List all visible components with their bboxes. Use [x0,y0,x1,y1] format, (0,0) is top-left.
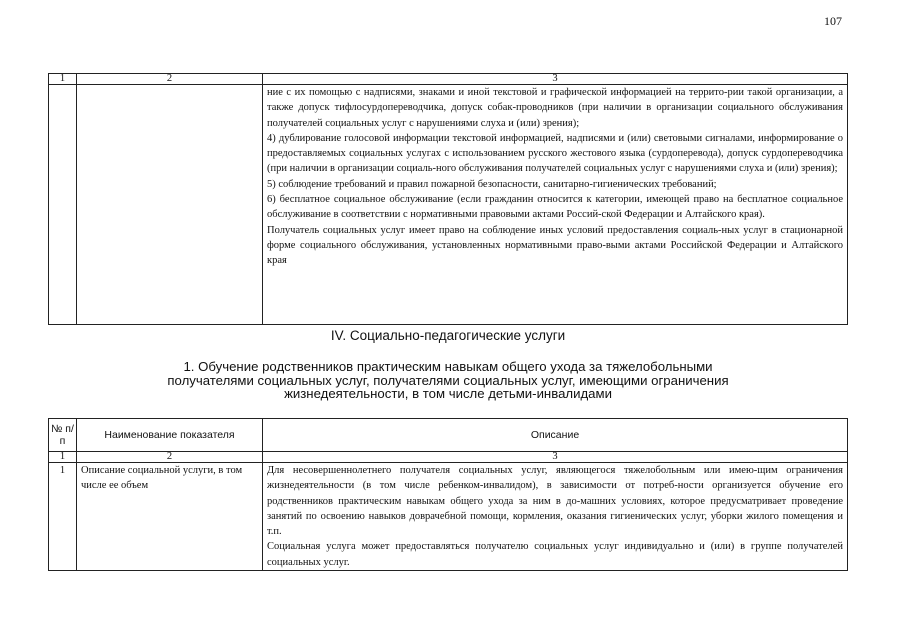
column-header-row [49,419,848,452]
subsection-title [48,360,848,401]
description-paragraph: ние с их помощью с надписями, знаками и иной текстовой и графической информацией на террито-рии такой организации, а также допуск тифлосурдопереводчика, допуск собак-проводников (при наличии в организации социального обслуживания получателей социальных услуг с нарушениями слуха и (или) зрения); [267,87,843,129]
column-header-name: Наименование показателя [77,419,263,452]
description-paragraph: 6) бесплатное социальное обслуживание (если гражданин относится к категории, имеющей право на бесплатное социальное обслуживание в соответствии с нормативными правовыми актами Россий-ской Федерации и Алтайского края). [267,194,843,221]
table-row [49,463,848,571]
description-paragraph: 4) дублирование голосовой информации текстовой информацией, надписями и (или) световыми сигналами, информирование о предоставляемых социальных услугах с использованием русского жестового языка (сурдоперевода), допуск сурдопереводчика (при наличии в организации социаль-ного обслуживания получателей социальных услуг с нарушениями слуха и (или) зрения); [267,132,843,175]
description-paragraph: Социальная услуга может предоставляться получателю социальных услуг индивидуально и (или) в группе получателей социальных услуг. [267,541,843,568]
column-number-row [49,452,848,463]
column-number: 1 [49,452,77,463]
subsection-title-line: 1. Обучение родственников практическим навыкам общего ухода за тяжелобольными [183,359,713,374]
description-cell [263,85,848,325]
service-table [48,418,848,571]
row-number-cell [49,85,77,325]
column-number: 2 [77,452,263,463]
row-number-cell: 1 [49,463,77,571]
description-paragraph: Получатель социальных услуг имеет право на соблюдение иных условий предоставления социаль-ных услуг в стационарной форме социального обслуживания, установленных нормативными право-выми актами Российской Федерации и Алтайского края [267,224,843,267]
column-number: 1 [49,74,77,85]
subsection-title-line: жизнедеятельности, в том числе детьми-инвалидами [284,386,612,402]
description-paragraph: Для несовершеннолетнего получателя социальных услуг, являющегося тяжелобольным или имею-щим ограничения жизнедеятельности (в том числе ребенком-инвалидом), в зависимости от потреб-ности организуется обучение его родственников практическим навыкам общего ухода за ним в до-машних условиях, которое предусматривает проведение занятий по освоению навыков доврачебной помощи, кормления, оказания гигиенических услуг, уборки жилого помещения и т.п. [267,465,843,538]
description-paragraph: 5) соблюдение требований и правил пожарной безопасности, санитарно-гигиенических требований; [267,178,717,190]
section-title: IV. Социально-педагогические услуги [330,328,566,343]
subsection-title-line: получателями социальных услуг, получателями социальных услуг, имеющими ограничения [167,372,729,388]
indicator-name-cell: Описание социальной услуги, в том числе ее объем [77,463,263,571]
indicator-name-cell [77,85,263,325]
column-number: 2 [77,74,263,85]
column-number-row [49,74,848,85]
column-number: 3 [263,74,848,85]
top-table [48,73,848,325]
column-header-number: № п/п [49,419,77,452]
column-header-description: Описание [263,419,848,452]
page-number: 107 [824,14,842,28]
table-row [49,85,848,325]
column-number: 3 [263,452,848,463]
description-cell [263,463,848,571]
